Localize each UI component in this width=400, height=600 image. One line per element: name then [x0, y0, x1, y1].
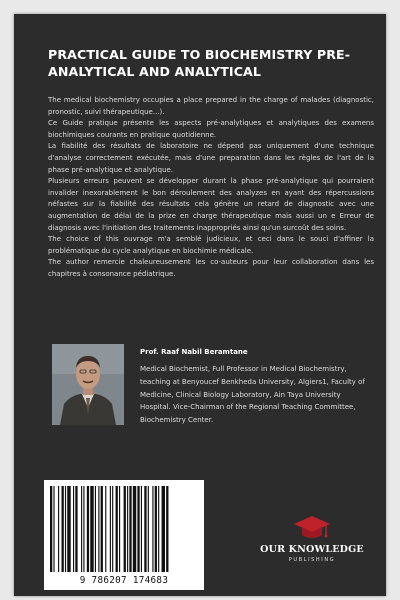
blurb-paragraph: The author remercie chaleureusement les co-auteurs pour leur collaboration dans les chapitres à consonance pédiatrique. [48, 258, 374, 278]
isbn-digits: 9 786207 174683 [79, 575, 169, 586]
publisher-block [247, 514, 377, 563]
blurb-paragraph: Plusieurs erreurs peuvent se développer durant la phase pré-analytique qui pourraient invalider inexorablement le bon déroulement des analyzes en ayant des répercussions néfastes sur la fiabilité des résultats cela génère un retard de diagnostic avec une augmentation de délai de la prize en charge thérapeutique mais aussi un e Erreur de diagnosis avec l'initiation des traitements inappropriés ainsi qu'un surcoût des soins. [48, 177, 374, 232]
barcode-icon [50, 486, 198, 572]
blurb-paragraph: The medical biochemistry occupies a place prepared in the charge of malades (diagnostic, pronostic, suivi thérapeutique...). [48, 96, 374, 116]
author-info [140, 347, 372, 427]
book-title: PRACTICAL GUIDE TO BIOCHEMISTRY PRE-ANALYTICAL AND ANALYTICAL [48, 47, 351, 79]
author-name: Prof. Raaf Nabil Beramtane [140, 348, 248, 356]
author-bio: Medical Biochemist, Full Professor in Medical Biochemistry, teaching at Benyoucef Benkheda University, Algiers1, Faculty of Medicine, Clinical Biology Laboratory, Ain Taya University Hospital. Vice-Chairman of the Regional Teaching Committee, Biochemistry Center. [140, 365, 365, 425]
publisher-name: OUR KNOWLEDGE [260, 544, 364, 555]
blurb [48, 95, 374, 281]
blurb-paragraph: Ce Guide pratique présente les aspects pré-analytiques et analytiques des examens biochimiques courants en pratique quotidienne. [48, 119, 374, 139]
publisher-tagline: PUBLISHING [288, 557, 336, 563]
author-photo [52, 344, 124, 425]
blurb-paragraph: The choice of this ouvrage m'a semblé judicieux, et ceci dans le souci d'affiner la problématique du cycle analytique en biochimie médicale. [48, 235, 374, 255]
isbn-barcode [44, 480, 204, 590]
graduation-cap-logo-icon [292, 514, 332, 542]
blurb-paragraph: La fiabilité des résultats de laboratoire ne dépend pas uniquement d'une technique d'analyse correctement exécutée, mais d'une preparation dans les règles de l'art de la phase pré-analytique et analytique. [48, 142, 374, 174]
book-back-cover [14, 14, 386, 596]
